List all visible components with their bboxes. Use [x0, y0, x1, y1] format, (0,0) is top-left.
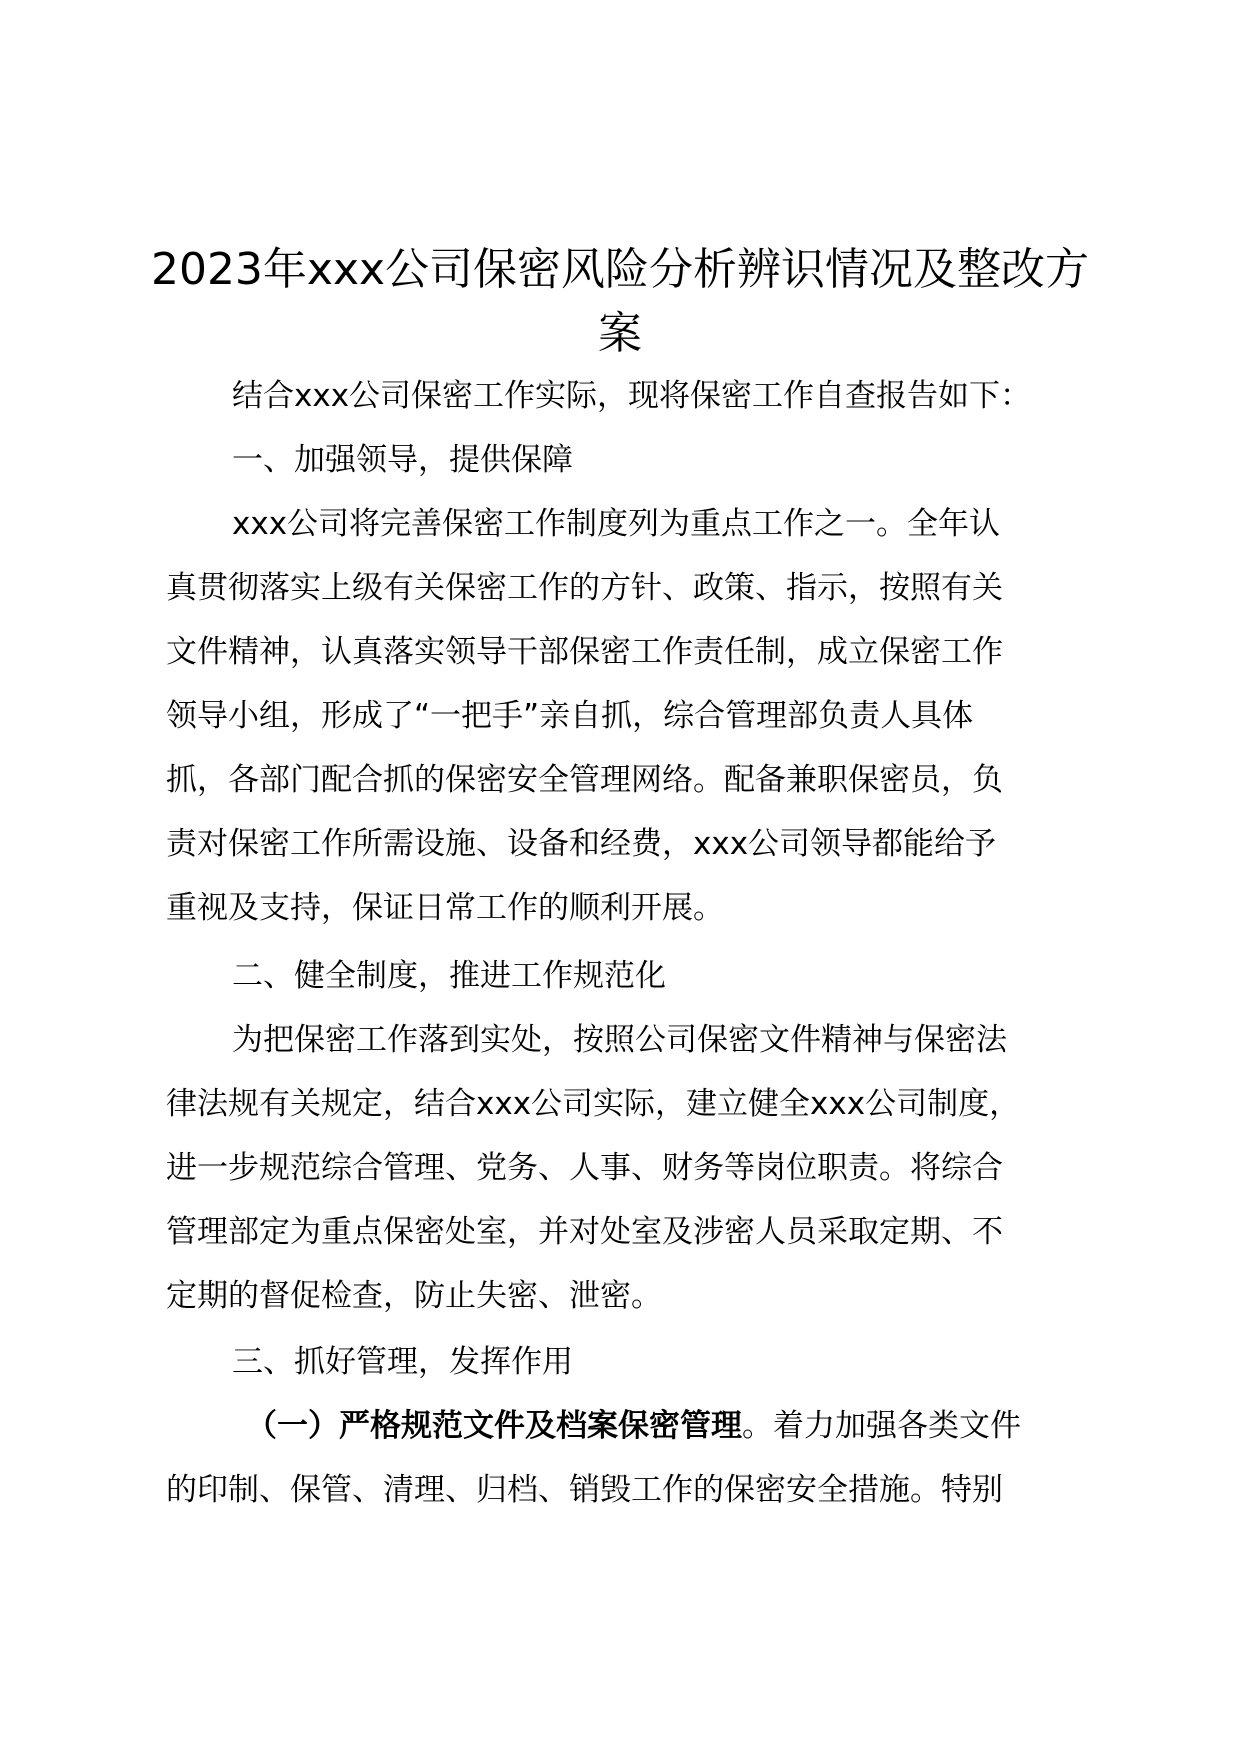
paragraph-line: 真贯彻落实上级有关保密工作的方针、政策、指示，按照有关 [166, 570, 1003, 606]
paragraph-line: 管理部定为重点保密处室，并对处室及涉密人员采取定期、不 [166, 1214, 1003, 1250]
section-heading-2: 二、健全制度，推进工作规范化 [232, 958, 666, 994]
paragraph-line: xxx公司将完善保密工作制度列为重点工作之一。全年认 [232, 506, 1001, 542]
section-heading-3: 三、抓好管理，发挥作用 [232, 1344, 573, 1380]
section-heading-1: 一、加强领导，提供保障 [232, 442, 573, 478]
subsection-heading: （一）严格规范文件及档案保密管理 [246, 1408, 742, 1444]
paragraph-line: 重视及支持，保证日常工作的顺利开展。 [166, 890, 724, 926]
document-title: 2023年xxx公司保密风险分析辨识情况及整改方案 [150, 244, 1090, 359]
paragraph-line: 定期的督促检查，防止失密、泄密。 [166, 1278, 662, 1314]
paragraph-line: 责对保密工作所需设施、设备和经费，xxx公司领导都能给予 [166, 826, 997, 862]
paragraph-line: 的印制、保管、清理、归档、销毁工作的保密安全措施。特别 [166, 1472, 1003, 1508]
subsection-line [246, 1406, 1021, 1446]
paragraph-line: 律法规有关规定，结合xxx公司实际，建立健全xxx公司制度， [166, 1086, 1021, 1122]
paragraph-line: 抓，各部门配合抓的保密安全管理网络。配备兼职保密员，负 [166, 762, 1003, 798]
subsection-text: 。着力加强各类文件 [742, 1408, 1021, 1444]
paragraph-line: 进一步规范综合管理、党务、人事、财务等岗位职责。将综合 [166, 1150, 1003, 1186]
paragraph-line: 为把保密工作落到实处，按照公司保密文件精神与保密法 [232, 1022, 1007, 1058]
paragraph-line: 领导小组，形成了“一把手”亲自抓，综合管理部负责人具体 [166, 698, 974, 734]
paragraph-line: 文件精神，认真落实领导干部保密工作责任制，成立保密工作 [166, 634, 1003, 670]
intro-paragraph: 结合xxx公司保密工作实际，现将保密工作自查报告如下： [232, 378, 1032, 414]
